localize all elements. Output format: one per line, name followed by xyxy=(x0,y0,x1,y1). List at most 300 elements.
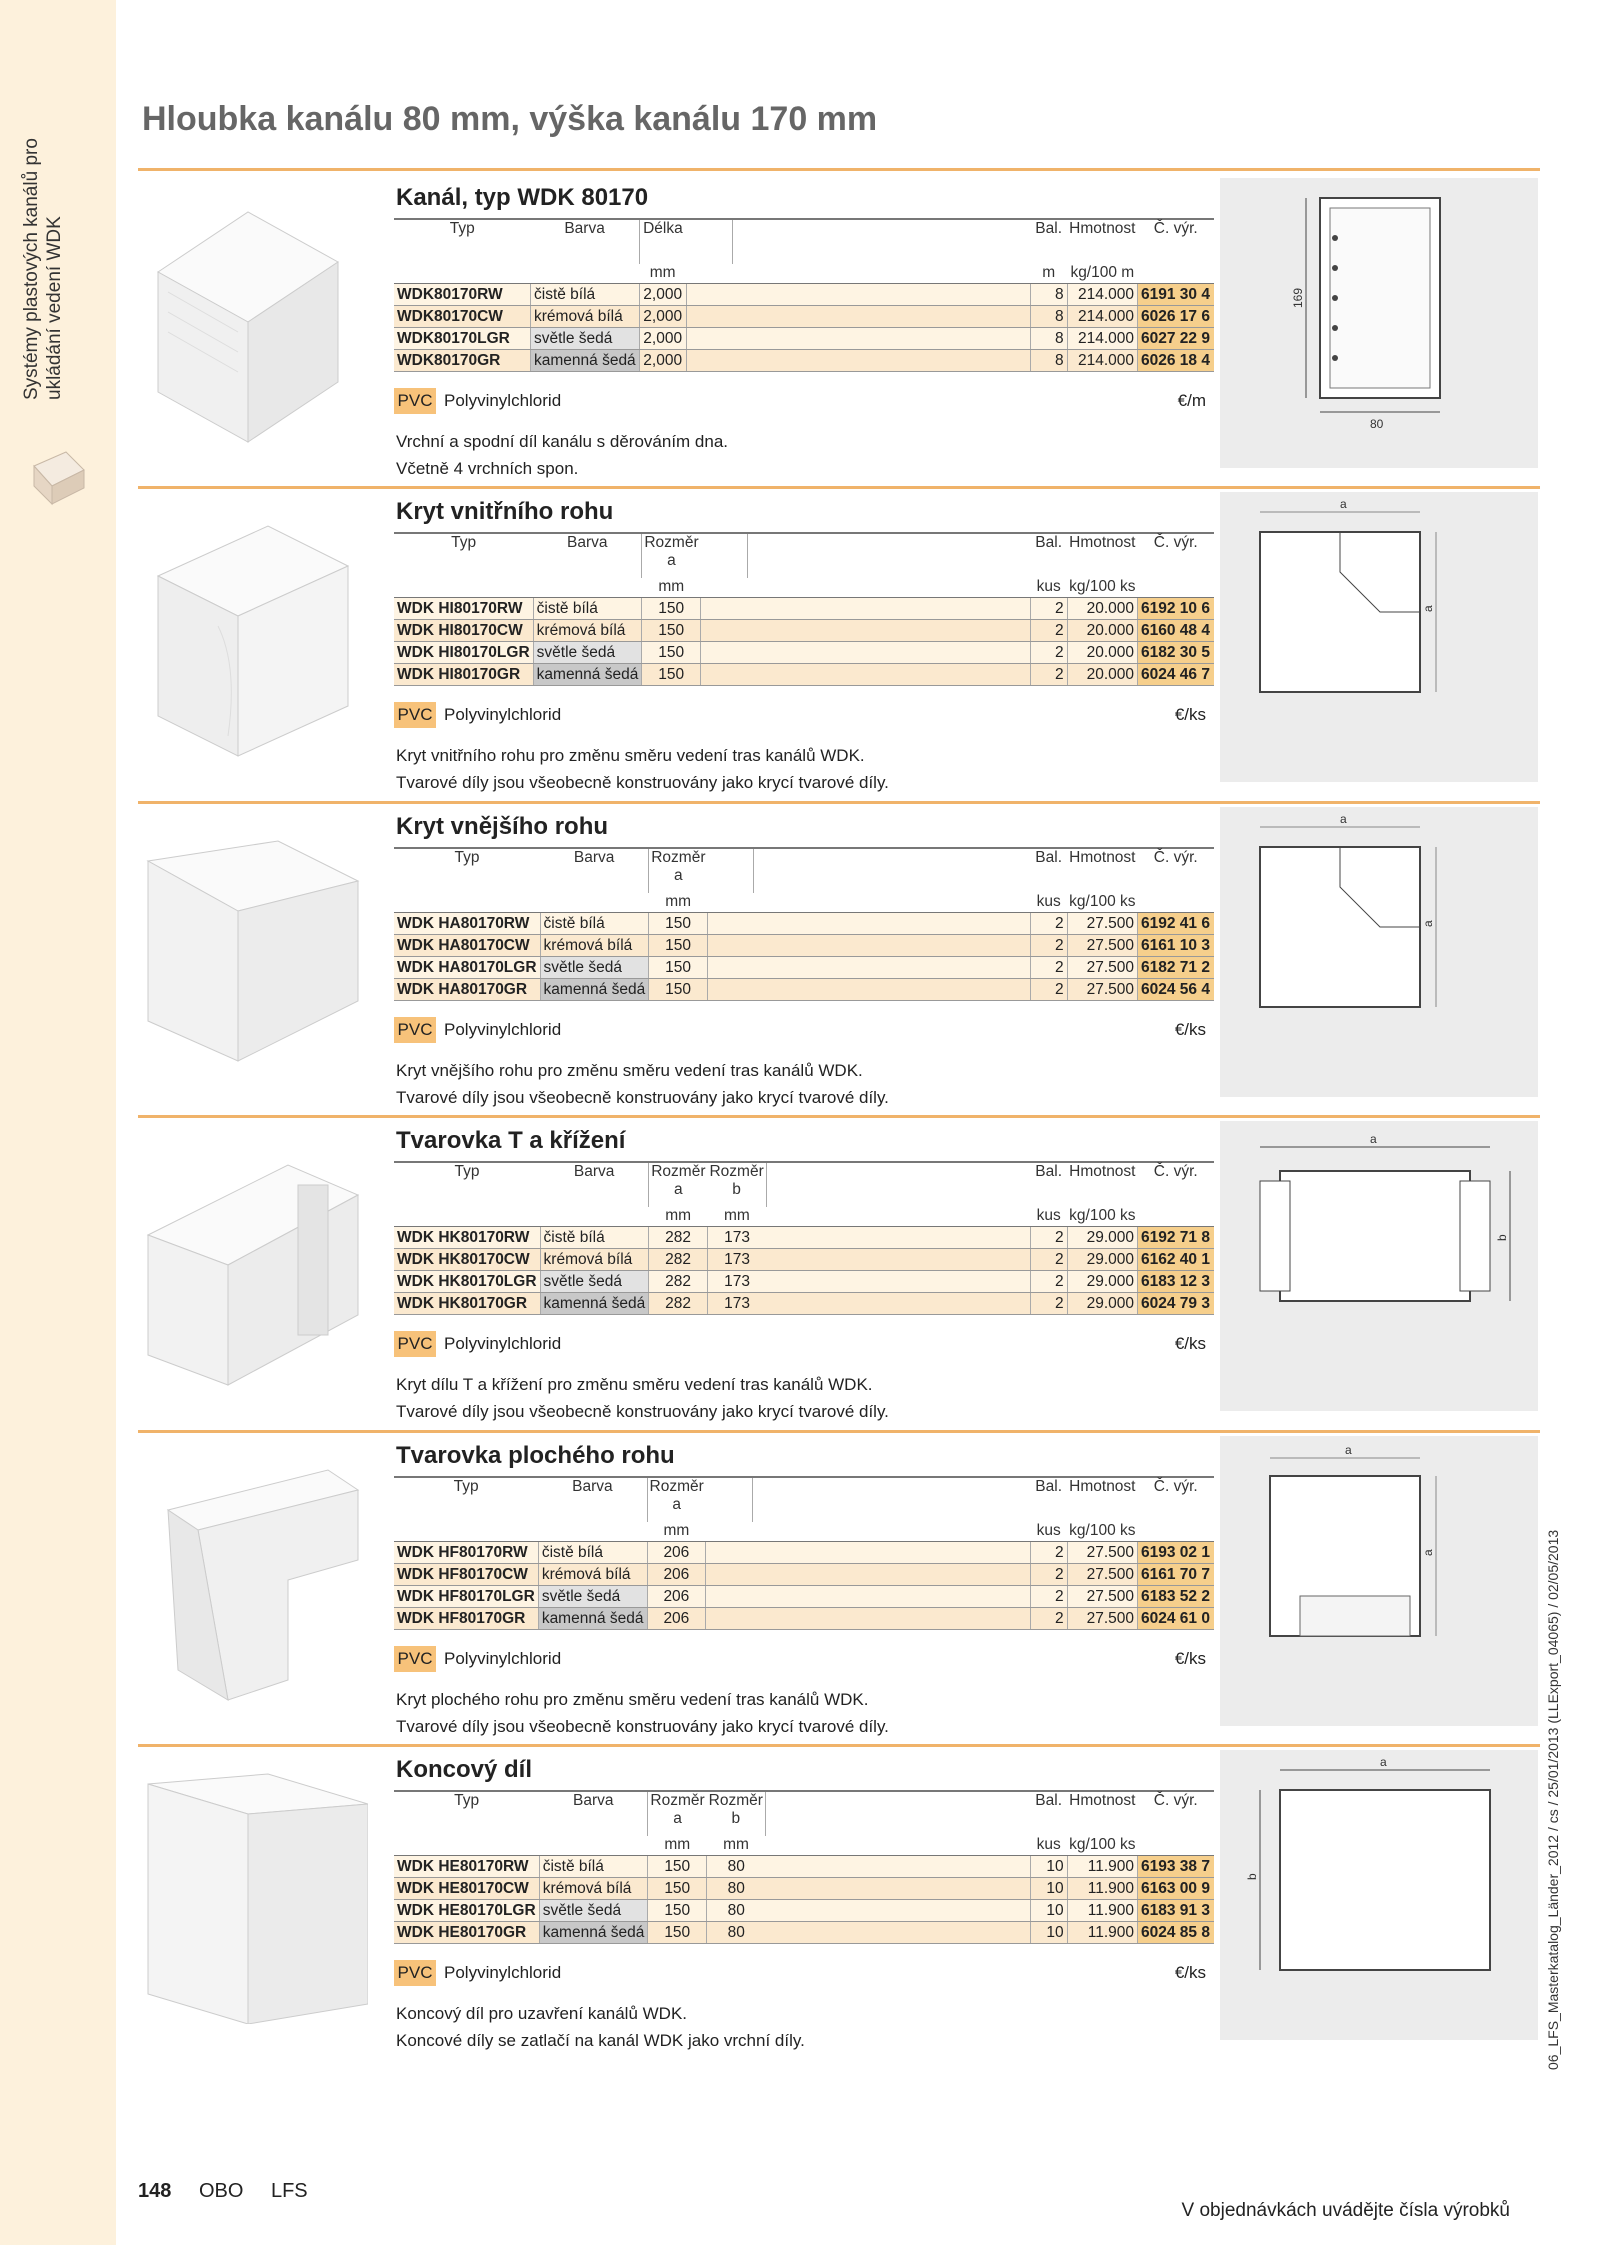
col-header-spacer xyxy=(765,1791,1030,1836)
product-section xyxy=(138,172,1540,478)
article-number: 6027 22 9 xyxy=(1138,328,1215,350)
description-line: Kryt vnitřního rohu pro změnu směru vedení tras kanálů WDK. xyxy=(396,746,865,765)
dimension-1-value: 150 xyxy=(649,979,708,1001)
dimension-1-value: 206 xyxy=(647,1608,706,1630)
unit-spacer xyxy=(1138,1207,1215,1227)
color-name: krémová bílá xyxy=(533,620,642,642)
color-name: světle šedá xyxy=(539,1900,648,1922)
color-name: světle šedá xyxy=(540,1271,649,1293)
color-name: světle šedá xyxy=(531,328,640,350)
footer-brand: OBO xyxy=(198,2180,244,2202)
spacer-cell xyxy=(766,1227,1030,1249)
type-code: WDK HK80170RW xyxy=(394,1227,540,1249)
description-line: Kryt vnějšího rohu pro změnu směru vedení tras kanálů WDK. xyxy=(396,1061,863,1080)
type-code: WDK HK80170GR xyxy=(394,1293,540,1315)
type-code: WDK HF80170CW xyxy=(394,1564,538,1586)
unit-spacer xyxy=(394,264,531,284)
package-qty: 2 xyxy=(1030,598,1067,620)
material-badge: PVC xyxy=(394,1017,436,1043)
dimension-2-value: 80 xyxy=(707,1922,766,1944)
col-header-weight: Hmotnost xyxy=(1067,1791,1137,1836)
product-photo-icon xyxy=(138,1135,368,1395)
unit-dim2 xyxy=(706,1522,753,1542)
article-number: 6160 48 4 xyxy=(1138,620,1215,642)
weight-value: 29.000 xyxy=(1067,1293,1137,1315)
unit-dim1: mm xyxy=(647,1522,706,1542)
material-line xyxy=(394,702,1214,730)
col-header-color: Barva xyxy=(539,1791,648,1836)
package-qty: 2 xyxy=(1030,913,1067,935)
material-name: Polyvinylchlorid xyxy=(444,1020,562,1039)
description-line: Včetně 4 vrchních spon. xyxy=(396,459,579,478)
table-row xyxy=(394,1227,1214,1249)
package-qty: 2 xyxy=(1030,1564,1067,1586)
table-row xyxy=(394,1564,1214,1586)
dimension-1-value: 206 xyxy=(647,1586,706,1608)
unit-dim2: mm xyxy=(707,1836,766,1856)
type-code: WDK HF80170GR xyxy=(394,1608,538,1630)
unit-spacer xyxy=(394,1522,538,1542)
color-name: čistě bílá xyxy=(540,1227,649,1249)
product-description xyxy=(396,2000,805,2054)
product-table xyxy=(394,847,1214,1001)
col-header-weight: Hmotnost xyxy=(1067,1162,1137,1207)
col-header-article: Č. výr. xyxy=(1138,1477,1215,1522)
unit-spacer xyxy=(733,264,1030,284)
dimension-2-value xyxy=(707,935,754,957)
color-name: čistě bílá xyxy=(538,1542,647,1564)
dimension-2-value: 173 xyxy=(707,1227,766,1249)
product-description xyxy=(396,742,889,796)
dimension-2-value: 173 xyxy=(707,1249,766,1271)
package-qty: 10 xyxy=(1030,1856,1067,1878)
unit-dim1: mm xyxy=(649,893,708,913)
section-divider xyxy=(138,1744,1540,1747)
unit-spacer xyxy=(540,1207,649,1227)
type-code: WDK HA80170LGR xyxy=(394,957,540,979)
col-header-color: Barva xyxy=(540,848,649,893)
unit-weight: kg/100 ks xyxy=(1067,893,1137,913)
col-header-type: Typ xyxy=(394,1162,540,1207)
technical-drawing xyxy=(1220,1436,1538,1726)
col-header-article: Č. výr. xyxy=(1138,533,1215,578)
type-code: WDK HE80170LGR xyxy=(394,1900,539,1922)
col-header-dim1: Rozměr a xyxy=(648,1791,707,1836)
spacer-cell xyxy=(747,664,1030,686)
dimension-1-value: 282 xyxy=(649,1293,708,1315)
dimension-1-value: 150 xyxy=(642,664,701,686)
article-number: 6024 79 3 xyxy=(1138,1293,1215,1315)
dimension-1-value: 150 xyxy=(642,620,701,642)
description-line: Kryt plochého rohu pro změnu směru vedení tras kanálů WDK. xyxy=(396,1690,869,1709)
color-name: světle šedá xyxy=(540,957,649,979)
spacer-cell xyxy=(747,642,1030,664)
dimension-label: a xyxy=(1421,1549,1435,1556)
package-qty: 10 xyxy=(1030,1922,1067,1944)
type-code: WDK HI80170CW xyxy=(394,620,533,642)
section-title: Kryt vnitřního rohu xyxy=(396,498,614,525)
dimension-2-value: 80 xyxy=(707,1900,766,1922)
col-header-weight: Hmotnost xyxy=(1067,1477,1137,1522)
dimension-2-value: 80 xyxy=(707,1856,766,1878)
col-header-spacer xyxy=(754,848,1030,893)
section-divider xyxy=(138,1115,1540,1118)
dimension-1-value: 150 xyxy=(648,1856,707,1878)
technical-drawing xyxy=(1220,178,1538,468)
type-code: WDK80170CW xyxy=(394,306,531,328)
section-title: Kanál, typ WDK 80170 xyxy=(396,184,649,211)
product-table xyxy=(394,1790,1214,1944)
weight-value: 29.000 xyxy=(1067,1227,1137,1249)
dimension-2-value xyxy=(707,957,754,979)
unit-weight: kg/100 ks xyxy=(1067,1207,1137,1227)
product-section xyxy=(138,1115,1540,1421)
unit-dim1: mm xyxy=(649,1207,708,1227)
unit-dim2: mm xyxy=(707,1207,766,1227)
type-code: WDK HE80170CW xyxy=(394,1878,539,1900)
material-line xyxy=(394,1646,1214,1674)
technical-drawing xyxy=(1220,807,1538,1097)
dimension-1-value: 150 xyxy=(649,957,708,979)
table-row xyxy=(394,1608,1214,1630)
dimension-2-value xyxy=(707,913,754,935)
description-line: Tvarové díly jsou všeobecně konstruovány jako krycí tvarové díly. xyxy=(396,1402,889,1421)
weight-value: 214.000 xyxy=(1067,350,1137,372)
package-qty: 8 xyxy=(1030,328,1067,350)
spacer-cell xyxy=(747,620,1030,642)
type-code: WDK80170LGR xyxy=(394,328,531,350)
product-table xyxy=(394,1476,1214,1630)
col-header-type: Typ xyxy=(394,533,533,578)
type-code: WDK HE80170GR xyxy=(394,1922,539,1944)
spacer-cell xyxy=(765,1922,1030,1944)
col-header-package: Bal. xyxy=(1030,1477,1067,1522)
dimension-2-value xyxy=(701,664,748,686)
package-qty: 10 xyxy=(1030,1900,1067,1922)
unit-spacer xyxy=(752,1522,1030,1542)
type-code: WDK80170GR xyxy=(394,350,531,372)
table-row xyxy=(394,913,1214,935)
description-line: Tvarové díly jsou všeobecně konstruovány jako krycí tvarové díly. xyxy=(396,1088,889,1107)
package-qty: 8 xyxy=(1030,306,1067,328)
table-row xyxy=(394,642,1214,664)
dimension-1-value: 282 xyxy=(649,1227,708,1249)
unit-package: m xyxy=(1030,264,1067,284)
unit-spacer xyxy=(1138,893,1215,913)
type-code: WDK80170RW xyxy=(394,284,531,306)
weight-value: 20.000 xyxy=(1067,620,1137,642)
footer-order-note: V objednávkách uvádějte čísla výrobků xyxy=(1181,2200,1510,2221)
dimension-label: a xyxy=(1345,1443,1352,1457)
section-divider xyxy=(138,1430,1540,1433)
col-header-dim1: Délka xyxy=(639,219,686,264)
dimension-label: a xyxy=(1380,1755,1387,1769)
dimension-2-value xyxy=(706,1586,753,1608)
article-number: 6183 12 3 xyxy=(1138,1271,1215,1293)
material-line xyxy=(394,1331,1214,1359)
unit-weight: kg/100 ks xyxy=(1067,1522,1137,1542)
description-line: Koncový díl pro uzavření kanálů WDK. xyxy=(396,2004,688,2023)
package-qty: 10 xyxy=(1030,1878,1067,1900)
spacer-cell xyxy=(766,1271,1030,1293)
package-qty: 2 xyxy=(1030,1608,1067,1630)
col-header-color: Barva xyxy=(540,1162,649,1207)
package-qty: 2 xyxy=(1030,642,1067,664)
color-name: krémová bílá xyxy=(540,1249,649,1271)
col-header-spacer xyxy=(766,1162,1030,1207)
product-description xyxy=(396,1371,889,1425)
col-subheader-dim1: a xyxy=(673,1810,682,1827)
dimension-2-value xyxy=(706,1564,753,1586)
dimension-1-value: 150 xyxy=(642,598,701,620)
article-number: 6161 10 3 xyxy=(1138,935,1215,957)
unit-spacer xyxy=(747,578,1030,598)
product-section xyxy=(138,486,1540,792)
unit-package: kus xyxy=(1030,578,1067,598)
unit-package: kus xyxy=(1030,893,1067,913)
dimension-label: b xyxy=(1495,1234,1509,1241)
description-line: Vrchní a spodní díl kanálu s děrováním dna. xyxy=(396,432,729,451)
color-name: čistě bílá xyxy=(540,913,649,935)
spacer-cell xyxy=(747,598,1030,620)
col-header-spacer xyxy=(747,533,1030,578)
material-badge: PVC xyxy=(394,1646,436,1672)
table-row xyxy=(394,979,1214,1001)
dimension-2-value xyxy=(707,979,754,1001)
price-unit: €/ks xyxy=(1174,1020,1206,1039)
col-header-type: Typ xyxy=(394,1477,538,1522)
dimension-2-value xyxy=(686,306,733,328)
weight-value: 214.000 xyxy=(1067,306,1137,328)
spacer-cell xyxy=(754,957,1030,979)
weight-value: 11.900 xyxy=(1067,1856,1137,1878)
product-photo-icon xyxy=(138,192,368,452)
col-header-spacer xyxy=(752,1477,1030,1522)
color-name: kamenná šedá xyxy=(539,1922,648,1944)
col-header-article: Č. výr. xyxy=(1138,848,1215,893)
unit-spacer xyxy=(1138,1836,1215,1856)
spacer-cell xyxy=(766,1293,1030,1315)
unit-spacer xyxy=(1138,578,1215,598)
dimension-2-value xyxy=(701,598,748,620)
color-name: krémová bílá xyxy=(531,306,640,328)
weight-value: 29.000 xyxy=(1067,1249,1137,1271)
package-qty: 2 xyxy=(1030,620,1067,642)
package-qty: 2 xyxy=(1030,1586,1067,1608)
dimension-1-value: 206 xyxy=(647,1564,706,1586)
unit-spacer xyxy=(540,893,649,913)
material-name: Polyvinylchlorid xyxy=(444,1963,562,1982)
dimension-1-value: 150 xyxy=(648,1900,707,1922)
color-name: kamenná šedá xyxy=(540,979,649,1001)
package-qty: 2 xyxy=(1030,1271,1067,1293)
dimension-2-value xyxy=(706,1542,753,1564)
material-line xyxy=(394,388,1214,416)
article-number: 6193 02 1 xyxy=(1138,1542,1215,1564)
material-name: Polyvinylchlorid xyxy=(444,1334,562,1353)
product-description xyxy=(396,1057,889,1111)
col-header-package: Bal. xyxy=(1030,848,1067,893)
type-code: WDK HF80170LGR xyxy=(394,1586,538,1608)
spacer-cell xyxy=(752,1564,1030,1586)
product-description xyxy=(396,1686,889,1740)
type-code: WDK HI80170RW xyxy=(394,598,533,620)
package-qty: 2 xyxy=(1030,664,1067,686)
package-qty: 2 xyxy=(1030,935,1067,957)
spacer-cell xyxy=(766,1249,1030,1271)
type-code: WDK HI80170GR xyxy=(394,664,533,686)
spacer-cell xyxy=(733,350,1030,372)
col-header-package: Bal. xyxy=(1030,219,1067,264)
color-name: krémová bílá xyxy=(538,1564,647,1586)
table-row xyxy=(394,350,1214,372)
col-header-color: Barva xyxy=(533,533,642,578)
product-section xyxy=(138,1430,1540,1736)
weight-value: 27.500 xyxy=(1067,1608,1137,1630)
table-row xyxy=(394,1856,1214,1878)
unit-spacer xyxy=(394,1207,540,1227)
col-header-weight: Hmotnost xyxy=(1067,533,1137,578)
dimension-1-value: 150 xyxy=(642,642,701,664)
product-section xyxy=(138,801,1540,1107)
col-header-package: Bal. xyxy=(1030,1791,1067,1836)
spacer-cell xyxy=(754,913,1030,935)
unit-dim2 xyxy=(686,264,733,284)
unit-spacer xyxy=(531,264,640,284)
price-unit: €/ks xyxy=(1174,1649,1206,1668)
dimension-1-value: 282 xyxy=(649,1249,708,1271)
table-row xyxy=(394,284,1214,306)
table-row xyxy=(394,598,1214,620)
table-row xyxy=(394,328,1214,350)
article-number: 6192 41 6 xyxy=(1138,913,1215,935)
product-description xyxy=(396,428,728,482)
unit-package: kus xyxy=(1030,1836,1067,1856)
section-title: Koncový díl xyxy=(396,1756,533,1783)
material-line xyxy=(394,1017,1214,1045)
footer-series: LFS xyxy=(270,2180,308,2202)
color-name: kamenná šedá xyxy=(538,1608,647,1630)
dimension-2-value xyxy=(686,328,733,350)
type-code: WDK HA80170GR xyxy=(394,979,540,1001)
material-name: Polyvinylchlorid xyxy=(444,391,562,410)
unit-spacer xyxy=(1138,1522,1215,1542)
col-header-dim2: Rozměr b xyxy=(707,1162,766,1207)
color-name: čistě bílá xyxy=(539,1856,648,1878)
col-subheader-dim1: a xyxy=(674,867,683,884)
col-header-dim1: Rozměr a xyxy=(642,533,701,578)
type-code: WDK HA80170CW xyxy=(394,935,540,957)
dimension-2-value: 80 xyxy=(707,1878,766,1900)
product-photo-icon xyxy=(138,821,368,1081)
dimension-1-value: 150 xyxy=(649,935,708,957)
dimension-1-value: 282 xyxy=(649,1271,708,1293)
dimension-label: b xyxy=(1245,1873,1259,1880)
article-number: 6161 70 7 xyxy=(1138,1564,1215,1586)
page-number: 148 xyxy=(138,2180,172,2202)
table-row xyxy=(394,1271,1214,1293)
price-unit: €/ks xyxy=(1174,1334,1206,1353)
col-header-dim2 xyxy=(706,1477,753,1522)
type-code: WDK HK80170CW xyxy=(394,1249,540,1271)
title-divider xyxy=(138,168,1540,171)
article-number: 6162 40 1 xyxy=(1138,1249,1215,1271)
weight-value: 27.500 xyxy=(1067,979,1137,1001)
product-table xyxy=(394,532,1214,686)
col-header-article: Č. výr. xyxy=(1138,1162,1215,1207)
weight-value: 29.000 xyxy=(1067,1271,1137,1293)
spacer-cell xyxy=(752,1586,1030,1608)
description-line: Tvarové díly jsou všeobecně konstruovány jako krycí tvarové díly. xyxy=(396,773,889,792)
section-divider xyxy=(138,486,1540,489)
weight-value: 27.500 xyxy=(1067,1542,1137,1564)
col-header-dim1: Rozměr a xyxy=(649,848,708,893)
unit-spacer xyxy=(539,1836,648,1856)
spacer-cell xyxy=(733,284,1030,306)
spacer-cell xyxy=(733,328,1030,350)
article-number: 6191 30 4 xyxy=(1138,284,1215,306)
col-subheader-dim1: a xyxy=(672,1496,681,1513)
table-row xyxy=(394,1878,1214,1900)
package-qty: 2 xyxy=(1030,1227,1067,1249)
material-badge: PVC xyxy=(394,1331,436,1357)
unit-dim1: mm xyxy=(648,1836,707,1856)
col-subheader-dim2: b xyxy=(731,1810,741,1827)
table-row xyxy=(394,1249,1214,1271)
col-header-type: Typ xyxy=(394,219,531,264)
dimension-1-value: 2,000 xyxy=(639,284,686,306)
dimension-label: a xyxy=(1421,605,1435,612)
package-qty: 2 xyxy=(1030,1249,1067,1271)
weight-value: 20.000 xyxy=(1067,598,1137,620)
article-number: 6182 71 2 xyxy=(1138,957,1215,979)
section-title: Tvarovka T a křížení xyxy=(396,1127,626,1154)
package-qty: 2 xyxy=(1030,1293,1067,1315)
col-header-dim2: Rozměr b xyxy=(707,1791,766,1836)
unit-dim2 xyxy=(701,578,748,598)
unit-package: kus xyxy=(1030,1207,1067,1227)
dimension-label: a xyxy=(1421,920,1435,927)
description-line: Kryt dílu T a křížení pro změnu směru vedení tras kanálů WDK. xyxy=(396,1375,873,1394)
col-subheader-dim2: b xyxy=(732,1181,741,1198)
dimension-1-value: 206 xyxy=(647,1542,706,1564)
spacer-cell xyxy=(765,1878,1030,1900)
price-unit: €/ks xyxy=(1174,1963,1206,1982)
dimension-label: 80 xyxy=(1370,417,1384,431)
product-photo-icon xyxy=(138,1764,368,2024)
spacer-cell xyxy=(754,979,1030,1001)
unit-spacer xyxy=(533,578,642,598)
dimension-2-value xyxy=(706,1608,753,1630)
unit-spacer xyxy=(1138,264,1215,284)
spacer-cell xyxy=(754,935,1030,957)
col-header-color: Barva xyxy=(531,219,640,264)
col-header-dim2 xyxy=(686,219,733,264)
side-category-label: Systémy plastových kanálů pro ukládání vedení WDK xyxy=(21,138,65,400)
unit-package: kus xyxy=(1030,1522,1067,1542)
document-code: 06_LFS_Masterkatalog_Länder_2012 / cs / 25/01/2013 (LLExport_04065) / 02/05/2013 xyxy=(1545,1529,1561,2070)
section-divider xyxy=(138,801,1540,804)
col-header-type: Typ xyxy=(394,848,540,893)
article-number: 6183 52 2 xyxy=(1138,1586,1215,1608)
product-table xyxy=(394,1161,1214,1315)
price-unit: €/m xyxy=(1177,391,1206,410)
col-header-dim1: Rozměr a xyxy=(649,1162,708,1207)
unit-weight: kg/100 ks xyxy=(1067,1836,1137,1856)
weight-value: 27.500 xyxy=(1067,913,1137,935)
color-name: kamenná šedá xyxy=(533,664,642,686)
technical-drawing xyxy=(1220,492,1538,782)
